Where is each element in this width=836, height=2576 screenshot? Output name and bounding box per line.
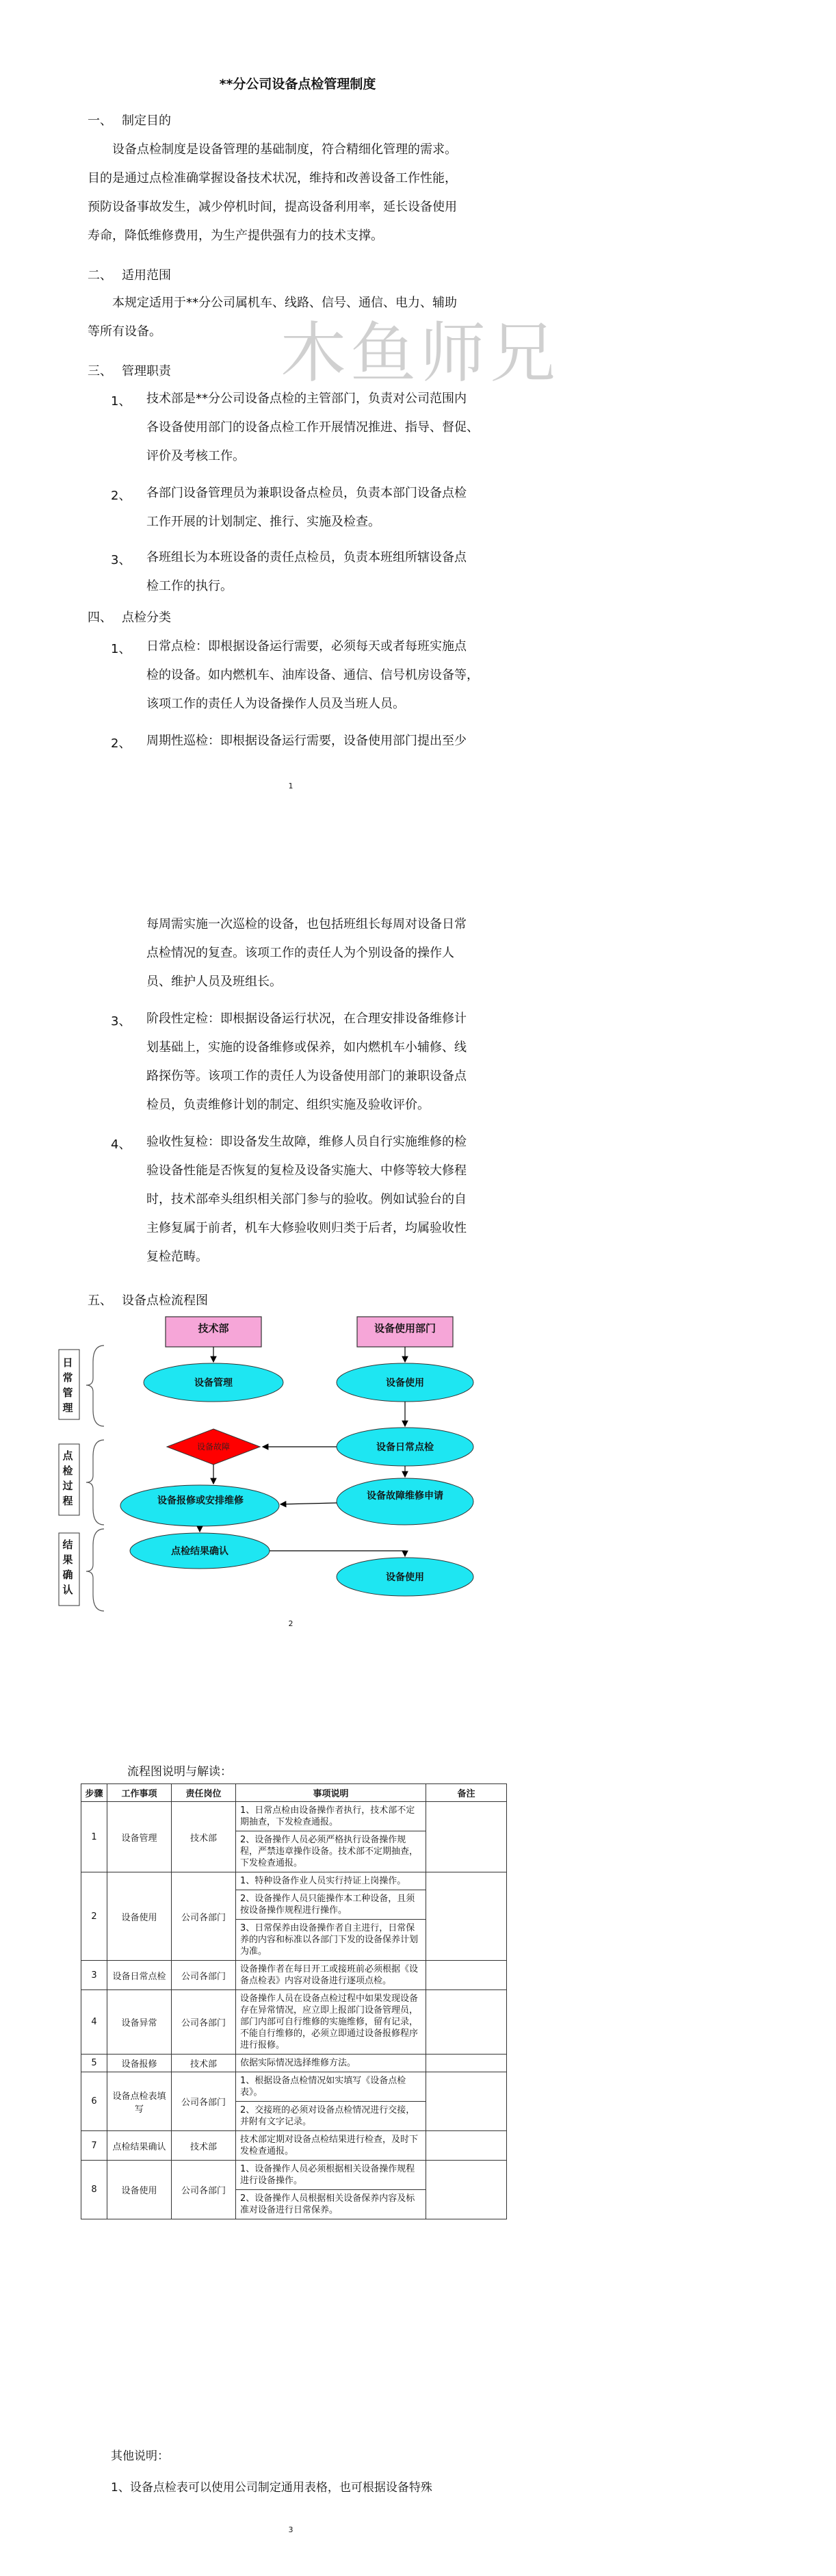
text-line: 验设备性能是否恢复的复检及设备实施大、中修等较大修程 [146,1163,467,1178]
cell-role: 公司各部门 [172,2161,236,2219]
cell-item: 点检结果确认 [107,2131,172,2161]
cell-remarks [426,2072,507,2131]
table-row [81,1990,507,2055]
table-row [81,1961,507,1990]
section-3-heading: 管理职责 [122,364,171,378]
cell-role: 技术部 [172,1802,236,1872]
cell-remarks [426,2055,507,2072]
table-row [81,2131,507,2161]
cell-role: 技术部 [172,2131,236,2161]
cell-details [236,1872,426,1961]
list-item [146,385,530,471]
node-use-2-label: 设备使用 [386,1572,424,1583]
text-line: 周期性巡检：即根据设备运行需要，设备使用部门提出至少 [146,734,467,748]
cell-remarks [426,1961,507,1990]
cell-role: 公司各部门 [172,1872,236,1961]
page-number: 2 [288,1619,293,1628]
text-line: 各设备使用部门的设备点检工作开展情况推进、指导、督促、 [146,420,479,435]
text-line: 工作开展的计划制定、推行、实施及检查。 [146,515,380,529]
watermark: 木鱼师兄 [280,315,560,391]
arrow [270,1551,405,1556]
text-line: 设备点检制度是设备管理的基础制度，符合精细化管理的需求。 [112,142,457,157]
cell-step: 5 [81,2055,107,2072]
text-line: 主修复属于前者，机车大修验收则归类于后者，均属验收性 [146,1221,467,1235]
side-label-daily-text: 日常管理 [62,1356,73,1414]
list-item [146,479,530,537]
section-2-body [88,289,512,346]
other-notes-line: 1、设备点检表可以使用公司制定通用表格，也可根据设备特殊 [111,2481,432,2495]
other-notes-label: 其他说明： [111,2449,169,2463]
item-number: 3、 [111,1014,131,1029]
section-2-number: 二、 [88,268,112,283]
detail-line: 1、设备操作人员必须根据相关设备操作规程进行设备操作。 [236,2161,426,2190]
text-line: 等所有设备。 [88,324,161,339]
text-line: 路探伤等。该项工作的责任人为设备使用部门的兼职设备点 [146,1069,467,1083]
header-remarks: 备注 [426,1784,507,1802]
detail-line: 2、设备操作人员必须严格执行设备操作规程，严禁违章操作设备。技术部不定期抽查，下发检查通报。 [240,1835,419,1868]
brace-daily [86,1345,104,1426]
detail-line: 依据实际情况选择维修方法。 [240,2058,356,2068]
item-number: 1、 [111,642,131,656]
cell-remarks [426,1872,507,1961]
cell-remarks [426,1802,507,1872]
node-report-label: 设备报修或安排维修 [157,1495,244,1506]
flowchart [48,1307,513,1615]
page-number: 1 [288,782,293,790]
detail-line: 技术部定期对设备点检结果进行检查，及时下发检查通报。 [240,2135,419,2156]
cell-item: 设备点检表填写 [107,2072,172,2131]
cell-details [236,2055,426,2072]
side-label-result-text: 结果确认 [62,1538,73,1596]
node-use-1-label: 设备使用 [386,1378,424,1389]
list-item [146,1005,530,1120]
section-4-number: 四、 [88,610,112,625]
cell-item: 设备管理 [107,1802,172,1872]
item-number: 3、 [111,553,131,567]
text-line: 点检情况的复查。该项工作的责任人为个别设备的操作人 [146,946,454,960]
brace-process [86,1440,104,1525]
text-line: 各部门设备管理员为兼职设备点检员，负责本部门设备点检 [146,486,467,500]
cell-role: 技术部 [172,2055,236,2072]
text-line: 该项工作的责任人为设备操作人员及当班人员。 [146,697,405,711]
cell-item: 设备使用 [107,2161,172,2219]
detail-line: 2、设备操作人员根据相关设备保养内容及标准对设备进行日常保养。 [240,2193,415,2215]
section-2-heading: 适用范围 [122,268,171,283]
cell-step: 2 [81,1872,107,1961]
section-4-heading: 点检分类 [122,610,171,625]
cell-item: 设备使用 [107,1872,172,1961]
cell-details [236,1802,426,1872]
text-line: 员、维护人员及班组长。 [146,975,282,989]
table-row [81,1872,507,1961]
section-1-heading: 制定目的 [122,114,171,128]
detail-line: 2、设备操作人员只能操作本工种设备，且须按设备操作规程进行操作。 [236,1890,426,1920]
node-daily-check-label: 设备日常点检 [376,1442,434,1453]
cell-item: 设备报修 [107,2055,172,2072]
text-line: 时，技术部牵头组织相关部门参与的验收。例如试验台的自 [146,1192,467,1207]
cell-details [236,1961,426,1990]
table-header-row [81,1784,507,1802]
cell-step: 8 [81,2161,107,2219]
list-item [146,1128,530,1272]
cell-item: 设备日常点检 [107,1961,172,1990]
cell-details [236,2072,426,2131]
dept-user-label: 设备使用部门 [374,1322,436,1335]
text-line: 评价及考核工作。 [146,449,245,463]
section-3-number: 三、 [88,364,112,378]
cell-remarks [426,2161,507,2219]
text-line: 划基础上，实施的设备维修或保养，如内燃机车小辅修、线 [146,1040,467,1055]
cell-details [236,2131,426,2161]
cell-step: 6 [81,2072,107,2131]
text-line: 日常点检：即根据设备运行需要，必须每天或者每班实施点 [146,639,467,654]
cell-remarks [426,1990,507,2055]
text-line: 复检范畴。 [146,1250,208,1264]
detail-line: 2、交接班的必须对设备点检情况进行交接，并附有文字记录。 [240,2105,415,2127]
cell-step: 4 [81,1990,107,2055]
table-row [81,1802,507,1872]
section-5-number: 五、 [88,1293,112,1308]
cell-remarks [426,2131,507,2161]
table-row [81,2161,507,2219]
text-line: 检的设备。如内燃机车、油库设备、通信、信号机房设备等， [146,668,479,682]
table-intro: 流程图说明与解读： [127,1765,232,1779]
text-line: 预防设备事故发生，减少停机时间，提高设备利用率，延长设备使用 [88,200,457,214]
list-item [146,632,530,719]
text-line: 验收性复检：即设备发生故障，维修人员自行实施维修的检 [146,1135,467,1149]
cell-step: 3 [81,1961,107,1990]
detail-line: 1、日常点检由设备操作者执行，技术部不定期抽查，下发检查通报。 [236,1802,426,1831]
section-1-number: 一、 [88,114,112,128]
text-line: 各班组长为本班设备的责任点检员，负责本班组所辖设备点 [146,550,467,565]
cell-role: 公司各部门 [172,2072,236,2131]
detail-line: 1、根据设备点检情况如实填写《设备点检表》。 [236,2072,426,2102]
cell-role: 公司各部门 [172,1990,236,2055]
detail-line: 1、特种设备作业人员实行持证上岗操作。 [236,1872,426,1890]
cell-details [236,1990,426,2055]
detail-line: 3、日常保养由设备操作者自主进行，日常保养的内容和标准以各部门下发的设备保养计划为准。 [240,1923,419,1957]
table-row [81,2055,507,2072]
text-line: 阶段性定检：即根据设备运行状况，在合理安排设备维修计 [146,1012,467,1026]
text-line: 本规定适用于**分公司属机车、线路、信号、通信、电力、辅助 [112,296,457,310]
node-mgmt-label: 设备管理 [194,1378,233,1389]
detail-line: 设备操作人员在设备点检过程中如果发现设备存在异常情况，应立即上报部门设备管理员，部门内部可自行维修的实施维修，留有记录，不能自行维修的，必须立即通过设备报修程序进行报修。 [240,1994,419,2050]
text-line: 检员，负责维修计划的制定、组织实施及验收评价。 [146,1098,430,1112]
detail-line: 设备操作者在每日开工或接班前必须根据《设备点检表》内容对设备进行逐项点检。 [240,1964,419,1986]
text-line: 寿命，降低维修费用，为生产提供强有力的技术支撑。 [88,229,383,243]
node-fault-label: 设备故障 [196,1442,230,1452]
cell-step: 1 [81,1802,107,1872]
cell-step: 7 [81,2131,107,2161]
node-repair-request-label: 设备故障维修申请 [367,1491,443,1502]
header-step: 步骤 [81,1784,107,1802]
dept-tech-label: 技术部 [198,1322,229,1335]
section-5-heading: 设备点检流程图 [122,1293,208,1308]
document-title: **分公司设备点检管理制度 [219,77,376,92]
text-line: 技术部是**分公司设备点检的主管部门，负责对公司范围内 [146,391,467,406]
list-item [146,543,530,601]
item-number: 4、 [111,1137,131,1152]
text-line: 检工作的执行。 [146,579,233,593]
header-item: 工作事项 [107,1784,172,1802]
node-confirm-label: 点检结果确认 [171,1546,228,1557]
text-line: 每周需实施一次巡检的设备，也包括班组长每周对设备日常 [146,917,467,931]
side-label-process-text: 点检过程 [62,1450,73,1507]
page-number: 3 [288,2525,293,2534]
list-item-continued [146,910,530,996]
text-line: 目的是通过点检准确掌握设备技术状况，维持和改善设备工作性能， [88,171,457,185]
arrow [280,1503,337,1504]
steps-table [81,1783,507,2219]
cell-item: 设备异常 [107,1990,172,2055]
section-1-body [88,136,512,250]
brace-result [86,1529,104,1611]
list-item [146,727,530,756]
table-row [81,2072,507,2131]
header-details: 事项说明 [236,1784,426,1802]
item-number: 2、 [111,736,131,751]
header-role: 责任岗位 [172,1784,236,1802]
item-number: 1、 [111,394,131,409]
item-number: 2、 [111,489,131,503]
cell-details [236,2161,426,2219]
cell-role: 公司各部门 [172,1961,236,1990]
